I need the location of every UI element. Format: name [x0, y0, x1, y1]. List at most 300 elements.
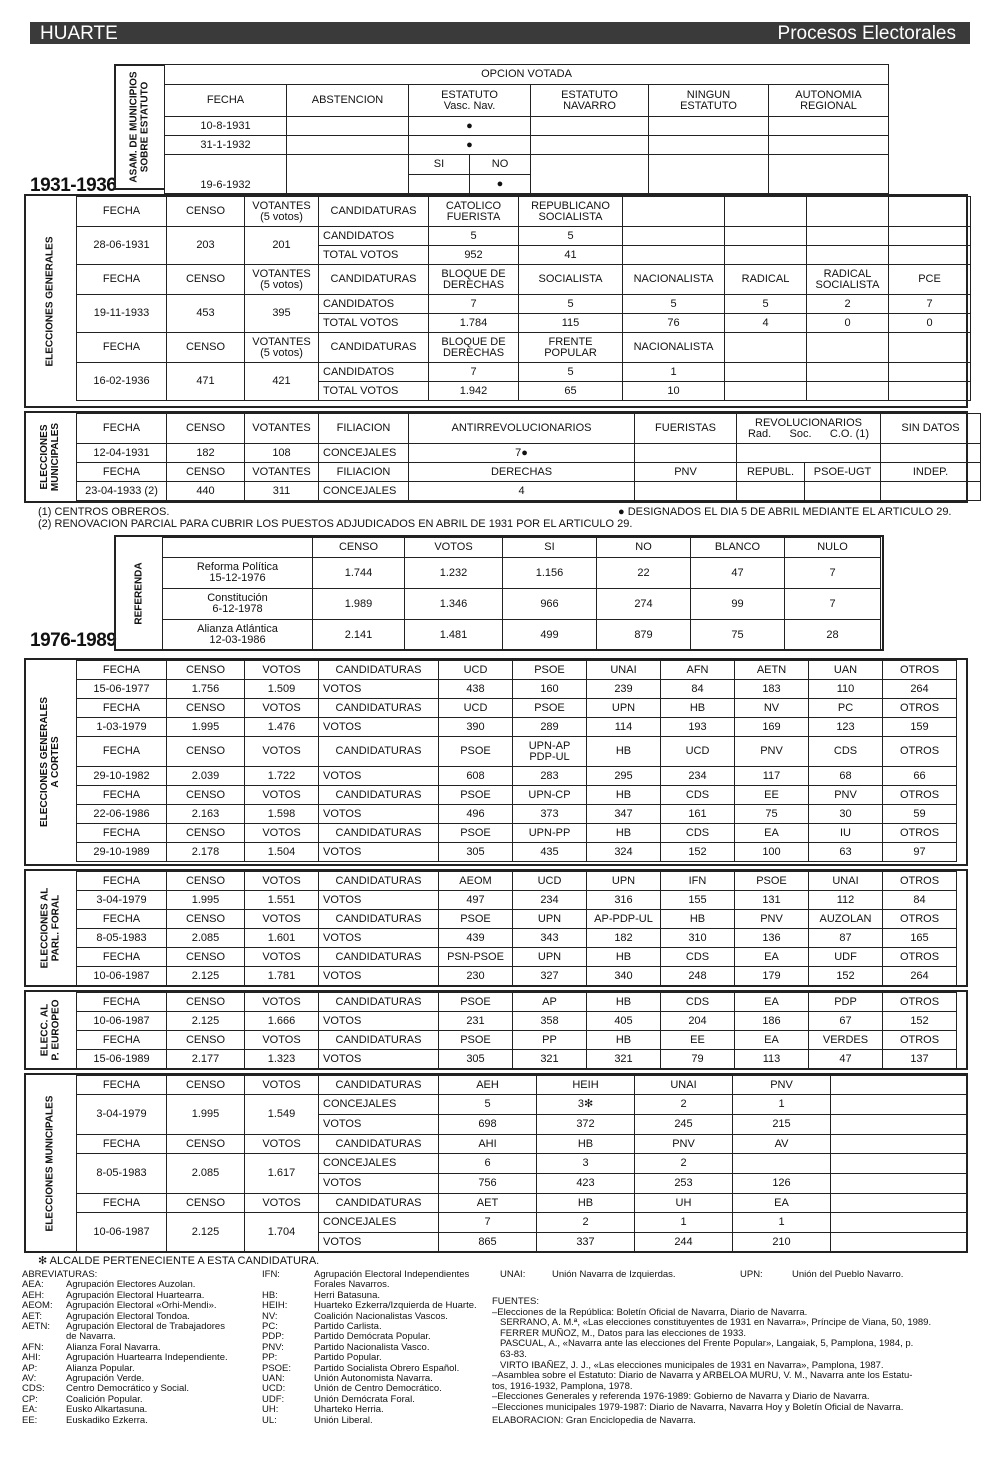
party-name: EA: [735, 993, 809, 1012]
table-cell: REPUBL.: [737, 463, 805, 482]
label-parlamento-europeo: ELECC. AL P. EUROPEO: [39, 999, 62, 1061]
party-name: UPN-PP: [513, 824, 587, 843]
party-votes: 608: [439, 767, 513, 786]
referenda-value: 1.989: [313, 589, 405, 620]
election-date: 22-06-1986: [77, 805, 167, 824]
referenda-value: 1.346: [405, 589, 503, 620]
concejales-value: 6: [439, 1154, 537, 1174]
party-name: BLOQUE DE DERECHAS: [429, 265, 519, 295]
party-name: OTROS: [883, 699, 957, 718]
censo-value: 1.995: [167, 891, 245, 910]
party-name: HB: [587, 1031, 661, 1050]
party-name: [807, 333, 889, 363]
party-votes: 117: [735, 767, 809, 786]
candidatos-value: 5: [519, 363, 623, 382]
table-cell: FECHA: [77, 872, 167, 891]
election-date: 29-10-1989: [77, 843, 167, 862]
party-votes: 439: [439, 929, 513, 948]
party-votes: 47: [809, 1050, 883, 1069]
table-cell: VOTOS: [245, 910, 319, 929]
concejales-value: 3✻: [537, 1095, 635, 1115]
party-name: UCD: [513, 872, 587, 891]
party-votes: 63: [809, 843, 883, 862]
election-date: 19-11-1933: [77, 295, 167, 333]
party-votes: 159: [883, 718, 957, 737]
abbreviation-item: AFN: Alianza Foral Navarra.: [22, 1341, 161, 1353]
table-cell: VOTOS: [245, 786, 319, 805]
concejales-value: 2: [635, 1095, 733, 1115]
table-cell: FECHA: [77, 786, 167, 805]
votantes-header: VOTANTES (5 votos): [245, 265, 319, 295]
table-cell: CONCEJALES: [319, 444, 409, 463]
votos-value: 1.942: [429, 382, 519, 401]
party-votes: 155: [661, 891, 735, 910]
votos-value: 1.704: [245, 1213, 319, 1253]
abbreviation-item: PP: Partido Popular.: [262, 1352, 382, 1364]
table-cell: VOTOS: [245, 948, 319, 967]
party-votes: 390: [439, 718, 513, 737]
estatuto-col-header: ESTATUTO NAVARRO: [531, 85, 649, 117]
party-name: OTROS: [883, 948, 957, 967]
party-name: EE: [661, 1031, 735, 1050]
generales-1931-table: [76, 196, 971, 401]
party-votes: 347: [587, 805, 661, 824]
party-votes: 253: [635, 1174, 733, 1194]
table-cell: DERECHAS: [409, 463, 635, 482]
concejales-value: 2: [635, 1154, 733, 1174]
party-name: [807, 197, 889, 227]
party-name: PNV: [635, 1135, 733, 1154]
table-cell: FUERISTAS: [635, 414, 737, 444]
concejales-value: 5: [439, 1095, 537, 1115]
estatuto-col-header: AUTONOMIA REGIONAL: [769, 85, 889, 117]
party-name: PSOE: [439, 786, 513, 805]
source-line: –Asamblea sobre el Estatuto: Diario de Navarra y ARBELOA MURU, V. M., Navarra ante los Estatu-: [492, 1370, 913, 1382]
label-asamblea: ASAM. DE MUNICIPIOS SOBRE ESTATUTO: [114, 64, 164, 190]
table-cell: FECHA: [77, 661, 167, 680]
sources-title: FUENTES:: [492, 1296, 539, 1307]
abbreviation-item: PSOE: Partido Socialista Obrero Español.: [262, 1362, 460, 1374]
votos-value: 1.722: [245, 767, 319, 786]
source-line: FERRER MUÑOZ, M., Datos para las elecciones de 1933.: [500, 1327, 747, 1339]
votos-value: [889, 382, 971, 401]
table-cell: FECHA: [77, 1194, 167, 1213]
party-name: OTROS: [883, 872, 957, 891]
candidatos-value: [889, 363, 971, 382]
table-cell: CENSO: [167, 1194, 245, 1213]
table-cell: VOTOS: [245, 699, 319, 718]
candidatos-value: [725, 363, 807, 382]
table-cell: 311: [245, 482, 319, 501]
estatuto-col-header: ESTATUTO Vasc. Nav.: [409, 85, 531, 117]
parlamento-foral-table: [76, 871, 957, 986]
table-cell: [737, 444, 881, 463]
votos-label: VOTOS: [319, 1012, 439, 1031]
referenda-value: 47: [691, 558, 785, 589]
party-name: HB: [587, 948, 661, 967]
concejales-value: 7: [439, 1213, 537, 1233]
party-name: OTROS: [883, 786, 957, 805]
abbreviation-item: HB: Herri Batasuna.: [262, 1289, 381, 1301]
party-name: EA: [733, 1194, 831, 1213]
party-votes: 264: [883, 967, 957, 986]
table-cell: [649, 136, 769, 155]
censo-header: CENSO: [167, 197, 245, 227]
table-cell: CANDIDATURAS: [319, 993, 439, 1012]
candidatos-value: 2: [807, 295, 889, 314]
referendum-name: Constitución 6-12-1978: [163, 589, 313, 620]
referenda-value: 499: [503, 620, 597, 651]
table-cell: FECHA: [77, 910, 167, 929]
party-votes: 136: [735, 929, 809, 948]
party-name: PSOE: [735, 872, 809, 891]
party-name: [725, 333, 807, 363]
referenda-value: 1.744: [313, 558, 405, 589]
party-votes: 239: [587, 680, 661, 699]
party-name: PP: [513, 1031, 587, 1050]
party-votes: 87: [809, 929, 883, 948]
party-name: UPN-AP PDP-UL: [513, 737, 587, 767]
table-cell: [769, 136, 889, 155]
party-votes: 179: [735, 967, 809, 986]
table-cell: FILIACION: [319, 463, 409, 482]
candidatos-label: CANDIDATOS: [319, 295, 429, 314]
abbreviation-item: EA: Eusko Alkartasuna.: [22, 1404, 148, 1416]
note-alcalde: ✻ ALCALDE PERTENECIENTE A ESTA CANDIDATURA.: [38, 1255, 320, 1267]
period-1976-1989: 1976-1989: [30, 630, 117, 651]
table-cell: CANDIDATURAS: [319, 1194, 439, 1213]
abbreviation-item: UCD: Unión de Centro Democrático.: [262, 1383, 442, 1395]
table-cell: VOTOS: [245, 1135, 319, 1154]
party-votes: 245: [635, 1115, 733, 1135]
votos-value: 4: [725, 314, 807, 333]
abbreviation-item: Forales Navarros.: [314, 1279, 390, 1291]
table-cell: [831, 1194, 967, 1213]
concejales-value: 2: [537, 1213, 635, 1233]
abbreviation-item: AHI: Agrupación Huartearra Independiente.: [22, 1352, 228, 1364]
party-name: UPN: [587, 872, 661, 891]
table-cell: VOTANTES: [245, 463, 319, 482]
censo-value: 1.995: [167, 1095, 245, 1135]
election-date: 10-06-1987: [77, 1012, 167, 1031]
abbreviation-item: HEIH: Huarteko Ezkerra/Izquierda de Huarte.: [262, 1300, 477, 1312]
referenda-col-header: NULO: [785, 538, 881, 558]
abbreviation-item: NV: Coalición Nacionalistas Vascos.: [262, 1310, 448, 1322]
municipales-1979-table: [76, 1075, 967, 1253]
party-name: CDS: [661, 786, 735, 805]
party-votes: 343: [513, 929, 587, 948]
votantes-header: VOTANTES (5 votos): [245, 333, 319, 363]
party-name: AFN: [661, 661, 735, 680]
referenda-value: 966: [503, 589, 597, 620]
abbreviation-item: AV: Agrupación Verde.: [22, 1373, 145, 1385]
table-cell: [831, 1154, 967, 1174]
party-votes: 112: [809, 891, 883, 910]
party-votes: 137: [883, 1050, 957, 1069]
party-votes: 84: [883, 891, 957, 910]
abbreviation-item: UDF: Unión Demócrata Foral.: [262, 1393, 415, 1405]
candidatos-label: CANDIDATOS: [319, 227, 429, 246]
abbreviation-item: AEA: Agrupación Electores Auzolan.: [22, 1279, 196, 1291]
party-name: REPUBLICANO SOCIALISTA: [519, 197, 623, 227]
table-cell: 12-04-1931: [77, 444, 167, 463]
table-cell: [531, 117, 649, 136]
fecha-header: FECHA: [77, 265, 167, 295]
candidatos-value: 5: [519, 295, 623, 314]
party-name: OTROS: [883, 993, 957, 1012]
referenda-value: 22: [597, 558, 691, 589]
table-cell: CENSO: [167, 786, 245, 805]
party-name: HB: [537, 1194, 635, 1213]
referenda-value: 28: [785, 620, 881, 651]
censo-value: 2.177: [167, 1050, 245, 1069]
party-name: EA: [735, 948, 809, 967]
abbreviations: [22, 1270, 228, 1426]
censo-value: 1.756: [167, 680, 245, 699]
concejales-value: 1: [733, 1213, 831, 1233]
table-cell: [649, 117, 769, 136]
censo-header: CENSO: [167, 333, 245, 363]
party-name: HEIH: [537, 1076, 635, 1095]
party-votes: 67: [809, 1012, 883, 1031]
table-cell: [831, 1233, 967, 1253]
abbreviation-item: EE: Euskadiko Ezkerra.: [22, 1414, 148, 1426]
candidatos-label: CANDIDATOS: [319, 363, 429, 382]
referenda-value: 1.232: [405, 558, 503, 589]
table-cell: CENSO: [167, 948, 245, 967]
votos-label: VOTOS: [319, 967, 439, 986]
table-cell: [831, 1174, 967, 1194]
abbreviation-item: AET: Agrupación Electoral Tondoa.: [22, 1310, 190, 1322]
votantes-header: VOTANTES (5 votos): [245, 197, 319, 227]
party-votes: 244: [635, 1233, 733, 1253]
referendum-name: Reforma Política 15-12-1976: [163, 558, 313, 589]
total-votos-label: TOTAL VOTOS: [319, 246, 429, 265]
concejales-value: 1: [733, 1095, 831, 1115]
table-cell: [635, 444, 737, 463]
table-cell: [831, 1095, 967, 1115]
table-cell: CANDIDATURAS: [319, 661, 439, 680]
party-votes: 30: [809, 805, 883, 824]
referenda-value: 75: [691, 620, 785, 651]
party-name: HB: [537, 1135, 635, 1154]
party-name: IU: [809, 824, 883, 843]
party-name: UPN-CP: [513, 786, 587, 805]
municipality-name: HUARTE: [40, 23, 118, 44]
table-cell: [635, 482, 737, 501]
censo-value: 2.039: [167, 767, 245, 786]
party-name: OTROS: [883, 1031, 957, 1050]
estatuto-table: [164, 64, 889, 194]
party-name: OTROS: [883, 824, 957, 843]
label-parlamento-foral: ELECCIONES AL PARL. FORAL: [39, 887, 61, 969]
party-name: UDF: [809, 948, 883, 967]
party-name: CDS: [661, 993, 735, 1012]
party-votes: 496: [439, 805, 513, 824]
table-cell: CENSO: [167, 824, 245, 843]
party-votes: 84: [661, 680, 735, 699]
table-cell: 440: [167, 482, 245, 501]
abbrev-upn: UPN: Unión del Pueblo Navarro.: [740, 1269, 904, 1280]
candidatos-value: [725, 227, 807, 246]
table-cell: CENSO: [167, 737, 245, 767]
table-cell: [831, 1213, 967, 1233]
table-cell: CENSO: [167, 463, 245, 482]
table-cell: [831, 1115, 967, 1135]
table-cell: 182: [167, 444, 245, 463]
referenda-col-header: NO: [597, 538, 691, 558]
party-name: NACIONALISTA: [623, 265, 725, 295]
generales-cortes-table: [76, 660, 957, 862]
table-cell: [831, 1076, 967, 1095]
party-votes: 161: [661, 805, 735, 824]
party-votes: 321: [513, 1050, 587, 1069]
total-votos-label: TOTAL VOTOS: [319, 382, 429, 401]
party-votes: 59: [883, 805, 957, 824]
parlamento-europeo-table: [76, 992, 957, 1069]
candidatos-value: [889, 227, 971, 246]
party-name: PC: [809, 699, 883, 718]
party-votes: 756: [439, 1174, 537, 1194]
votos-label: VOTOS: [319, 718, 439, 737]
party-votes: 97: [883, 843, 957, 862]
source-line: SERRANO, A. M.ª, «Las elecciones constituyentes de 1931 en Navarra», Príncipe de Viana, 50, 1989.: [500, 1317, 932, 1329]
party-name: PSN-PSOE: [439, 948, 513, 967]
table-cell: VOTOS: [245, 993, 319, 1012]
opcion-votada-header: OPCION VOTADA: [165, 65, 889, 85]
abbreviation-item: PDP: Partido Demócrata Popular.: [262, 1331, 431, 1343]
referenda-col-header: CENSO: [313, 538, 405, 558]
party-name: UNAI: [809, 872, 883, 891]
table-cell: 23-04-1933 (2): [77, 482, 167, 501]
table-cell: [531, 155, 649, 194]
party-name: HB: [587, 993, 661, 1012]
votos-value: [623, 246, 725, 265]
party-votes: 68: [809, 767, 883, 786]
votos-value: 115: [519, 314, 623, 333]
party-votes: 405: [587, 1012, 661, 1031]
votos-value: 1.598: [245, 805, 319, 824]
estatuto-date: 10-8-1931: [165, 117, 287, 136]
votos-value: 41: [519, 246, 623, 265]
party-votes: 264: [883, 680, 957, 699]
table-cell: [287, 136, 409, 155]
censo-value: 2.178: [167, 843, 245, 862]
election-date: 10-06-1987: [77, 1213, 167, 1253]
candidatos-value: 5: [519, 227, 623, 246]
party-votes: 79: [661, 1050, 735, 1069]
party-name: AV: [733, 1135, 831, 1154]
table-cell: [287, 155, 409, 194]
table-cell: [769, 117, 889, 136]
party-votes: 210: [733, 1233, 831, 1253]
table-cell: CENSO: [167, 1135, 245, 1154]
party-votes: 373: [513, 805, 587, 824]
election-date: 15-06-1989: [77, 1050, 167, 1069]
table-cell: FECHA: [77, 1031, 167, 1050]
party-votes: 152: [883, 1012, 957, 1031]
party-name: PNV: [809, 786, 883, 805]
candidaturas-header: CANDIDATURAS: [319, 265, 429, 295]
candidatos-value: 7: [889, 295, 971, 314]
referenda-value: 99: [691, 589, 785, 620]
votos-value: [807, 382, 889, 401]
votos-label: VOTOS: [319, 1174, 439, 1194]
party-name: CDS: [661, 824, 735, 843]
referenda-table: [162, 537, 881, 651]
table-cell: [649, 155, 769, 194]
party-votes: 66: [883, 767, 957, 786]
party-name: PSOE: [439, 910, 513, 929]
votos-label: VOTOS: [319, 680, 439, 699]
party-name: CDS: [809, 737, 883, 767]
votos-value: 1.551: [245, 891, 319, 910]
votos-value: 1.781: [245, 967, 319, 986]
abbreviations-col2: [262, 1270, 477, 1426]
table-cell: CANDIDATURAS: [319, 824, 439, 843]
note-designados: ● DESIGNADOS EL DIA 5 DE ABRIL MEDIANTE EL ARTICULO 29.: [618, 506, 952, 518]
votos-value: 1.601: [245, 929, 319, 948]
party-name: AEOM: [439, 872, 513, 891]
label-generales-cortes: ELECCIONES GENERALES A CORTES: [39, 696, 61, 828]
election-date: 3-04-1979: [77, 891, 167, 910]
party-name: AEH: [439, 1076, 537, 1095]
referendum-name: Alianza Atlántica 12-03-1986: [163, 620, 313, 651]
concejales-value: [733, 1154, 831, 1174]
table-cell: VOTOS: [245, 1031, 319, 1050]
votos-value: 1.617: [245, 1154, 319, 1194]
table-cell: FECHA: [77, 414, 167, 444]
party-votes: 283: [513, 767, 587, 786]
party-name: CATOLICO FUERISTA: [429, 197, 519, 227]
votos-label: VOTOS: [319, 767, 439, 786]
table-cell: CENSO: [167, 993, 245, 1012]
censo-value: 2.163: [167, 805, 245, 824]
votos-value: [725, 246, 807, 265]
votos-value: 1.476: [245, 718, 319, 737]
note-2: (2) RENOVACION PARCIAL PARA CUBRIR LOS PUESTOS ADJUDICADOS EN ABRIL DE 1931 POR EL ARTICULO 29.: [38, 518, 633, 530]
si-label: SI: [409, 155, 470, 174]
referenda-col-header: SI: [503, 538, 597, 558]
votos-value: 1.784: [429, 314, 519, 333]
censo-value: 453: [167, 295, 245, 333]
abbreviation-item: AEOM: Agrupación Electoral «Orhi-Mendi».: [22, 1300, 217, 1312]
party-name: PSOE: [513, 661, 587, 680]
table-cell: FECHA: [77, 699, 167, 718]
table-cell: CENSO: [167, 414, 245, 444]
candidatos-value: 1: [623, 363, 725, 382]
party-votes: 160: [513, 680, 587, 699]
party-name: UH: [635, 1194, 733, 1213]
source-line: –Elecciones Generales y referenda 1976-1989: Gobierno de Navarra y Diario de Navarra.: [492, 1391, 870, 1403]
page-header: [30, 22, 970, 44]
party-votes: 324: [587, 843, 661, 862]
party-votes: 113: [735, 1050, 809, 1069]
party-name: UPN: [513, 948, 587, 967]
table-cell: CANDIDATURAS: [319, 699, 439, 718]
vote-dot: ●: [496, 178, 504, 190]
party-votes: 215: [733, 1115, 831, 1135]
abbreviation-item: CP: Coalición Popular.: [22, 1393, 143, 1405]
fecha-header: FECHA: [77, 197, 167, 227]
table-cell: 108: [245, 444, 319, 463]
table-cell: VOTOS: [245, 1194, 319, 1213]
election-date: 1-03-1979: [77, 718, 167, 737]
votos-value: 65: [519, 382, 623, 401]
abbreviation-item: IFN: Agrupación Electoral Independientes: [262, 1269, 470, 1280]
concejales-label: CONCEJALES: [319, 1154, 439, 1174]
party-name: AHI: [439, 1135, 537, 1154]
